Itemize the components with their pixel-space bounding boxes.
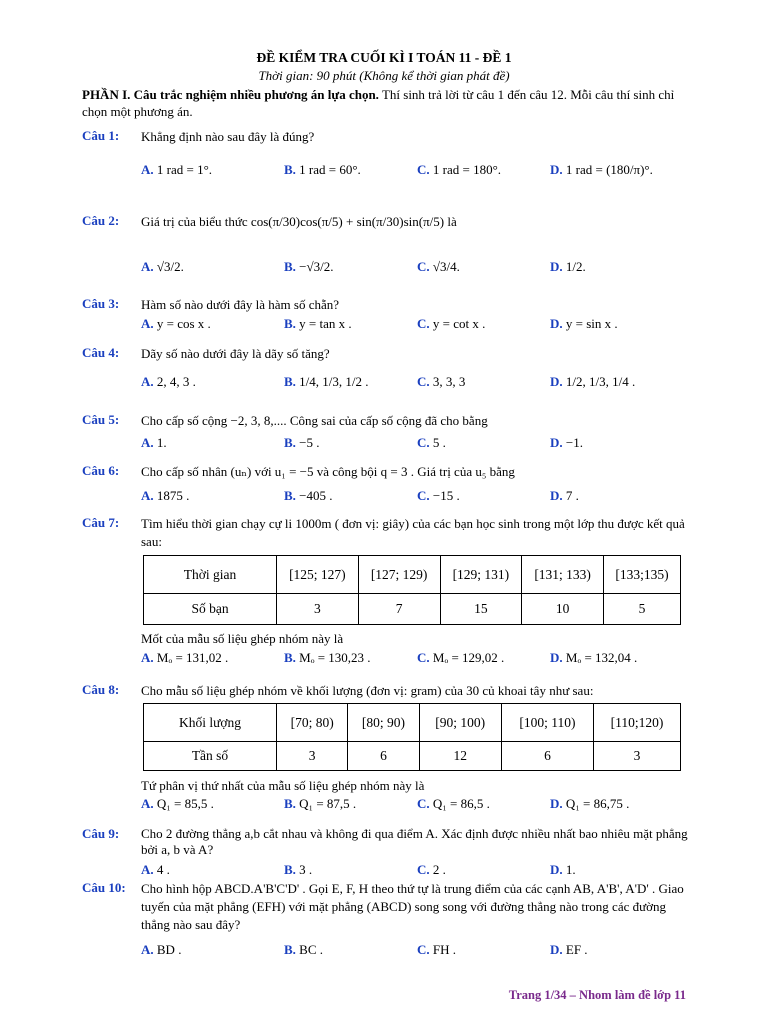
table-cell: 5: [604, 594, 681, 625]
options: [141, 162, 693, 182]
table-cell: 15: [440, 594, 522, 625]
option-d[interactable]: D. 7 .: [550, 488, 579, 503]
question-text: Dãy số nào dưới đây là dãy số tăng?: [141, 346, 330, 361]
option-a[interactable]: A. Mₒ = 131,02 .: [141, 650, 229, 665]
table-cell: 10: [522, 594, 604, 625]
page-footer: Trang 1/34 – Nhom làm đề lớp 11: [508, 988, 686, 1002]
table-header: Số bạn: [144, 594, 277, 625]
option-c[interactable]: C. −15 .: [417, 488, 460, 503]
weight-table: [143, 703, 681, 771]
option-d[interactable]: D. 1.: [550, 862, 576, 877]
option-a[interactable]: A. 1 rad = 1°.: [141, 162, 213, 177]
option-a[interactable]: A. 1875 .: [141, 488, 190, 503]
table-cell: [129; 131): [440, 556, 522, 594]
option-b[interactable]: B. y = tan x .: [284, 316, 352, 331]
question-after-text: Tứ phân vị thứ nhất của mẫu số liệu ghép nhóm này là: [141, 778, 425, 793]
option-c[interactable]: C. Q₁ = 86,5 .: [417, 796, 490, 811]
option-d[interactable]: D. −1.: [550, 435, 583, 450]
question-text: Cho mẫu số liệu ghép nhóm về khối lượng (đơn vị: gram) của 30 củ khoai tây như sau:: [141, 683, 594, 698]
part1-intro: [82, 86, 692, 120]
question-label: Câu 4:: [82, 345, 120, 360]
table-header: Khối lượng: [144, 704, 277, 742]
option-d[interactable]: D. 1/2, 1/3, 1/4 .: [550, 374, 636, 389]
options: [141, 650, 693, 670]
table-cell: 3: [277, 594, 359, 625]
table-cell: [70; 80): [277, 704, 348, 742]
options: [141, 488, 693, 508]
option-d[interactable]: D. Q₁ = 86,75 .: [550, 796, 630, 811]
question-label: Câu 10:: [82, 880, 126, 895]
option-d[interactable]: D. 1/2.: [550, 259, 586, 274]
option-b[interactable]: B. −√3/2.: [284, 259, 334, 274]
table-cell: 3: [277, 742, 348, 771]
question-text: Hàm số nào dưới đây là hàm số chẵn?: [141, 297, 340, 312]
question-text: Giá trị của biểu thức cos(π/30)cos(π/5) + sin(π/30)sin(π/5) là: [141, 214, 457, 229]
options: [141, 259, 693, 279]
option-b[interactable]: B. Q₁ = 87,5 .: [284, 796, 357, 811]
option-a[interactable]: A. √3/2.: [141, 259, 184, 274]
question-text: Cho hình hộp ABCD.A'B'C'D' . Gọi E, F, H theo thứ tự là trung điểm của các cạnh AB, A'B', A'D' . Giao tuyến của mặt phẳng (EFH) với mặt phẳng (ABCD) song song với đường thẳng nào trong các đường thẳng nào sau đây?: [141, 881, 684, 932]
question-text: Cho cấp số nhân (uₙ) với u₁ = −5 và công bội q = 3 . Giá trị của u₅ bằng: [141, 464, 515, 479]
table-cell: [90; 100): [419, 704, 501, 742]
table-cell: 7: [358, 594, 440, 625]
option-c[interactable]: C. FH .: [417, 942, 457, 957]
option-a[interactable]: A. 1.: [141, 435, 167, 450]
question-label: Câu 9:: [82, 826, 120, 841]
part1-instruction: Thí sinh trả lời từ câu 1 đến câu 12. Mỗi câu thí sinh chỉ chọn một phương án.: [82, 87, 675, 119]
options: [141, 374, 693, 394]
option-a[interactable]: A. 2, 4, 3 .: [141, 374, 196, 389]
option-d[interactable]: D. y = sin x .: [550, 316, 618, 331]
table-cell: [133;135): [604, 556, 681, 594]
option-a[interactable]: A. BD .: [141, 942, 182, 957]
options: [141, 862, 693, 882]
question-label: Câu 1:: [82, 128, 120, 143]
option-c[interactable]: C. 5 .: [417, 435, 446, 450]
question-text: Tìm hiểu thời gian chạy cự li 1000m ( đơn vị: giây) của các bạn học sinh trong một lớp thu được kết quả sau:: [141, 516, 685, 549]
option-c[interactable]: C. 2 .: [417, 862, 446, 877]
table-cell: [125; 127): [277, 556, 359, 594]
table-cell: [127; 129): [358, 556, 440, 594]
table-cell: [131; 133): [522, 556, 604, 594]
table-cell: 3: [594, 742, 681, 771]
time-table: [143, 555, 681, 625]
option-b[interactable]: B. 3 .: [284, 862, 313, 877]
option-d[interactable]: D. Mₒ = 132,04 .: [550, 650, 638, 665]
options: [141, 435, 693, 455]
question-label: Câu 6:: [82, 463, 120, 478]
option-d[interactable]: D. EF .: [550, 942, 588, 957]
table-cell: [100; 110): [501, 704, 593, 742]
table-cell: [80; 90): [348, 704, 419, 742]
option-b[interactable]: B. −405 .: [284, 488, 333, 503]
option-b[interactable]: B. BC .: [284, 942, 324, 957]
question-text: Khẳng định nào sau đây là đúng?: [141, 129, 315, 144]
table-cell: 6: [501, 742, 593, 771]
options: [141, 796, 693, 816]
question-label: Câu 5:: [82, 412, 120, 427]
question-label: Câu 7:: [82, 515, 120, 530]
question-label: Câu 2:: [82, 213, 120, 228]
option-a[interactable]: A. Q₁ = 85,5 .: [141, 796, 214, 811]
question-text: Cho 2 đường thẳng a,b cắt nhau và không đi qua điểm A. Xác định được nhiều nhất bao nhiêu mặt phẳng bởi a, b và A?: [141, 826, 688, 857]
table-cell: 6: [348, 742, 419, 771]
table-header: Tần số: [144, 742, 277, 771]
table-header: Thời gian: [144, 556, 277, 594]
option-c[interactable]: C. 3, 3, 3: [417, 374, 466, 389]
option-c[interactable]: C. y = cot x .: [417, 316, 486, 331]
option-b[interactable]: B. 1/4, 1/3, 1/2 .: [284, 374, 369, 389]
table-cell: [110;120): [594, 704, 681, 742]
question-after-text: Mốt của mẫu số liệu ghép nhóm này là: [141, 631, 344, 646]
question-label: Câu 3:: [82, 296, 120, 311]
option-b[interactable]: B. 1 rad = 60°.: [284, 162, 361, 177]
exam-title: ĐỀ KIỂM TRA CUỐI KÌ I TOÁN 11 - ĐỀ 1: [256, 50, 512, 65]
option-b[interactable]: B. Mₒ = 130,23 .: [284, 650, 371, 665]
question-text: Cho cấp số cộng −2, 3, 8,.... Công sai của cấp số cộng đã cho bằng: [141, 413, 488, 428]
question-label: Câu 8:: [82, 682, 120, 697]
option-d[interactable]: D. 1 rad = (180/π)°.: [550, 162, 653, 177]
part1-heading: PHẦN I. Câu trắc nghiệm nhiều phương án lựa chọn.: [82, 87, 379, 102]
option-c[interactable]: C. 1 rad = 180°.: [417, 162, 502, 177]
option-c[interactable]: C. Mₒ = 129,02 .: [417, 650, 505, 665]
option-c[interactable]: C. √3/4.: [417, 259, 460, 274]
option-a[interactable]: A. 4 .: [141, 862, 170, 877]
table-cell: 12: [419, 742, 501, 771]
option-b[interactable]: B. −5 .: [284, 435, 320, 450]
options: [141, 316, 693, 336]
options: [141, 942, 693, 962]
option-a[interactable]: A. y = cos x .: [141, 316, 211, 331]
exam-subtitle: Thời gian: 90 phút (Không kể thời gian phát đề): [258, 68, 510, 83]
